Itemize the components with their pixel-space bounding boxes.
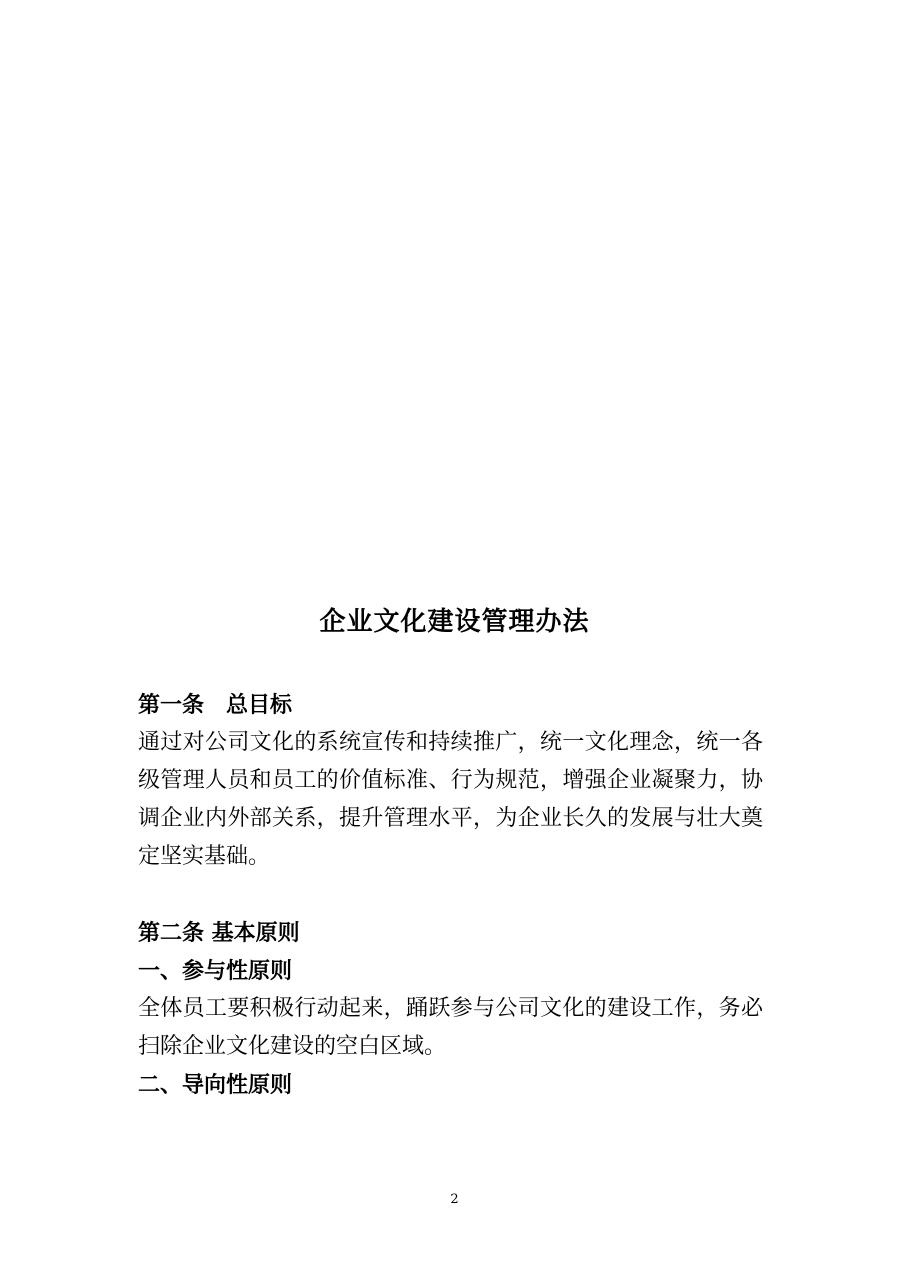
section-spacer — [138, 876, 763, 914]
page-number: 2 — [450, 1192, 459, 1207]
principle-2-heading: 二、导向性原则 — [138, 1072, 293, 1098]
document-title: 企业文化建设管理办法 — [319, 607, 590, 637]
principle-1-body: 全体员工要积极行动起来，踊跃参与公司文化的建设工作，务必扫除企业文化建设的空白区域。 — [138, 996, 763, 1059]
principle-1-heading: 一、参与性原则 — [138, 958, 293, 984]
article-1-body: 通过对公司文化的系统宣传和持续推广，统一文化理念，统一各级管理人员和员工的价值标准、行为规范，增强企业凝聚力，协调企业内外部关系，提升管理水平，为企业长久的发展与壮大奠定坚实基础。 — [138, 730, 763, 869]
document-body — [138, 686, 763, 1104]
article-2-heading: 第二条 基本原则 — [138, 920, 300, 946]
article-1-heading: 第一条 总目标 — [138, 692, 293, 718]
